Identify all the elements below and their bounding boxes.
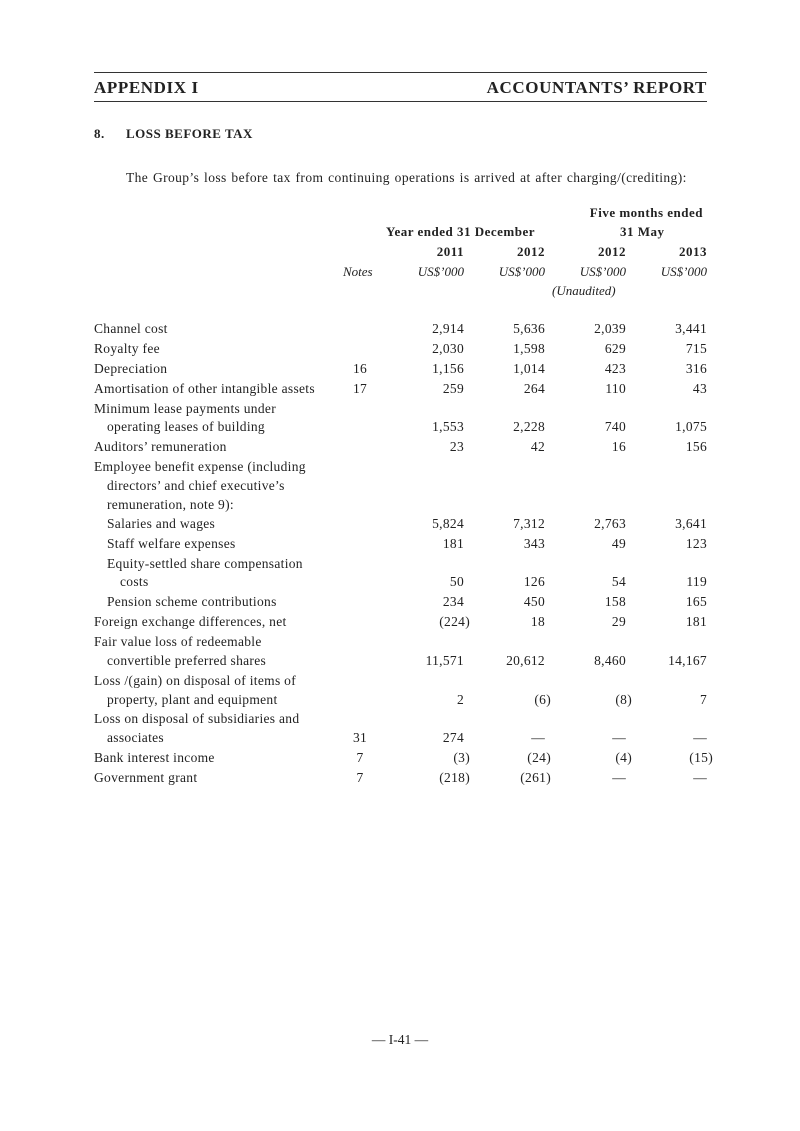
section-heading — [94, 126, 253, 142]
cell-2012: 42 — [530, 439, 545, 454]
row-label: Foreign exchange differences, net — [94, 614, 287, 629]
notes-header: Notes — [343, 264, 373, 279]
cell-2012: 450 — [523, 594, 545, 609]
table-row — [0, 478, 800, 498]
cell-2013-five-months: 156 — [685, 439, 707, 454]
row-note: 16 — [352, 361, 368, 376]
cell-2011: 11,571 — [425, 653, 464, 668]
table-row — [0, 321, 800, 341]
cell-2013-five-months: 181 — [685, 614, 707, 629]
cell-2012-five-months: — — [612, 730, 626, 745]
row-label: costs — [120, 574, 149, 589]
cell-2013-five-months: (15) — [689, 750, 713, 765]
cell-2011: 2,914 — [432, 321, 464, 336]
table-row — [0, 401, 800, 421]
group-header-31-may: 31 May — [620, 224, 665, 239]
row-label: Royalty fee — [94, 341, 160, 356]
row-label: directors’ and chief executive’s — [107, 478, 285, 493]
table-row — [0, 556, 800, 576]
table-row — [0, 419, 800, 439]
cell-2012: 1,598 — [513, 341, 545, 356]
cell-2012-five-months: 2,763 — [594, 516, 626, 531]
cell-2012: 2,228 — [513, 419, 545, 434]
cell-2013-five-months: 43 — [692, 381, 707, 396]
row-label: remuneration, note 9): — [107, 497, 234, 512]
section-number: 8. — [94, 126, 105, 141]
table-row — [0, 653, 800, 673]
header-bottom-rule — [94, 101, 707, 102]
cell-2011: 23 — [449, 439, 464, 454]
group-header-five-months: Five months ended — [589, 205, 703, 220]
row-note: 7 — [356, 770, 364, 785]
table-row — [0, 692, 800, 712]
cell-2013-five-months: 7 — [699, 692, 707, 707]
cell-2011: 259 — [442, 381, 464, 396]
cell-2011: 181 — [442, 536, 464, 551]
cell-2012-five-months: 8,460 — [594, 653, 626, 668]
cell-2012-five-months: 54 — [611, 574, 626, 589]
cell-2013-five-months: 3,641 — [675, 516, 707, 531]
cell-2013-five-months: — — [693, 730, 707, 745]
cell-2011: (3) — [453, 750, 470, 765]
cell-2012: 7,312 — [513, 516, 545, 531]
table-row — [0, 594, 800, 614]
cell-2011: 1,553 — [432, 419, 464, 434]
report-title: ACCOUNTANTS’ REPORT — [486, 78, 707, 97]
row-label: Government grant — [94, 770, 198, 785]
cell-2012-five-months: (8) — [615, 692, 632, 707]
cell-2011: 5,824 — [432, 516, 464, 531]
row-label: Channel cost — [94, 321, 168, 336]
row-label: operating leases of building — [107, 419, 265, 434]
cell-2012-five-months: 423 — [604, 361, 626, 376]
cell-2012-five-months: 49 — [611, 536, 626, 551]
table-row — [0, 711, 800, 731]
cell-2012-five-months: 29 — [611, 614, 626, 629]
unit-header-2: US$’000 — [498, 264, 545, 279]
year-header-2: 2012 — [517, 244, 545, 259]
row-label: Pension scheme contributions — [107, 594, 277, 609]
row-label: Amortisation of other intangible assets — [94, 381, 315, 396]
cell-2012-five-months: (4) — [615, 750, 632, 765]
cell-2012: — — [531, 730, 545, 745]
cell-2012-five-months: 16 — [611, 439, 626, 454]
section-title: LOSS BEFORE TAX — [126, 126, 253, 141]
cell-2012: 5,636 — [513, 321, 545, 336]
cell-2013-five-months: 14,167 — [668, 653, 707, 668]
table-row — [0, 497, 800, 517]
cell-2011: 2 — [456, 692, 464, 707]
cell-2013-five-months: 3,441 — [675, 321, 707, 336]
year-header-3: 2012 — [598, 244, 626, 259]
cell-2012: 1,014 — [513, 361, 545, 376]
row-label: property, plant and equipment — [107, 692, 278, 707]
row-label: Equity-settled share compensation — [107, 556, 303, 571]
cell-2011: (224) — [439, 614, 470, 629]
table-row — [0, 750, 800, 770]
row-note: 31 — [352, 730, 368, 745]
cell-2012: 126 — [523, 574, 545, 589]
unit-header-4: US$’000 — [660, 264, 707, 279]
unit-header-3: US$’000 — [579, 264, 626, 279]
row-label: Depreciation — [94, 361, 168, 376]
table-row — [0, 341, 800, 361]
table-row — [0, 730, 800, 750]
cell-2011: 50 — [449, 574, 464, 589]
cell-2011: 1,156 — [432, 361, 464, 376]
cell-2012: 20,612 — [506, 653, 545, 668]
table-row — [0, 673, 800, 693]
appendix-label: APPENDIX I — [94, 78, 199, 97]
row-label: Fair value loss of redeemable — [94, 634, 262, 649]
row-label: Loss on disposal of subsidiaries and — [94, 711, 300, 726]
row-label: associates — [107, 730, 164, 745]
row-label: Loss /(gain) on disposal of items of — [94, 673, 297, 688]
cell-2013-five-months: 123 — [685, 536, 707, 551]
cell-2011: 274 — [442, 730, 464, 745]
year-header-4: 2013 — [679, 244, 707, 259]
row-label: Staff welfare expenses — [107, 536, 236, 551]
cell-2012: 343 — [523, 536, 545, 551]
cell-2011: (218) — [439, 770, 470, 785]
cell-2013-five-months: 1,075 — [675, 419, 707, 434]
unaudited-label: (Unaudited) — [552, 283, 616, 298]
row-note: 17 — [352, 381, 368, 396]
cell-2013-five-months: 165 — [685, 594, 707, 609]
cell-2012-five-months: 158 — [604, 594, 626, 609]
table-row — [0, 361, 800, 381]
row-label: convertible preferred shares — [107, 653, 267, 668]
group-header-year-ended: Year ended 31 December — [386, 224, 536, 239]
cell-2013-five-months: 316 — [685, 361, 707, 376]
section-intro: The Group’s loss before tax from continuing operations is arrived at after charging/(crediting): — [126, 170, 687, 185]
table-row — [0, 770, 800, 790]
table-row — [0, 516, 800, 536]
unit-header-1: US$’000 — [417, 264, 464, 279]
table-row — [0, 634, 800, 654]
cell-2011: 234 — [442, 594, 464, 609]
row-note: 7 — [356, 750, 364, 765]
cell-2012: 18 — [530, 614, 545, 629]
cell-2013-five-months: 715 — [685, 341, 707, 356]
cell-2012-five-months: 2,039 — [594, 321, 626, 336]
cell-2012: (24) — [527, 750, 551, 765]
table-row — [0, 459, 800, 479]
cell-2013-five-months: 119 — [686, 574, 707, 589]
row-label: Auditors’ remuneration — [94, 439, 227, 454]
cell-2012: (6) — [534, 692, 551, 707]
header-top-rule — [94, 72, 707, 73]
cell-2012-five-months: 740 — [604, 419, 626, 434]
cell-2012-five-months: 629 — [604, 341, 626, 356]
row-label: Bank interest income — [94, 750, 215, 765]
table-row — [0, 536, 800, 556]
table-row — [0, 574, 800, 594]
table-row — [0, 614, 800, 634]
cell-2012-five-months: — — [612, 770, 626, 785]
table-row — [0, 439, 800, 459]
cell-2012: 264 — [523, 381, 545, 396]
page-number: — I-41 — — [371, 1032, 429, 1047]
table-row — [0, 381, 800, 401]
cell-2012: (261) — [520, 770, 551, 785]
row-label: Minimum lease payments under — [94, 401, 276, 416]
year-header-1: 2011 — [436, 244, 464, 259]
cell-2012-five-months: 110 — [605, 381, 626, 396]
row-label: Salaries and wages — [107, 516, 216, 531]
cell-2011: 2,030 — [432, 341, 464, 356]
cell-2013-five-months: — — [693, 770, 707, 785]
row-label: Employee benefit expense (including — [94, 459, 306, 474]
